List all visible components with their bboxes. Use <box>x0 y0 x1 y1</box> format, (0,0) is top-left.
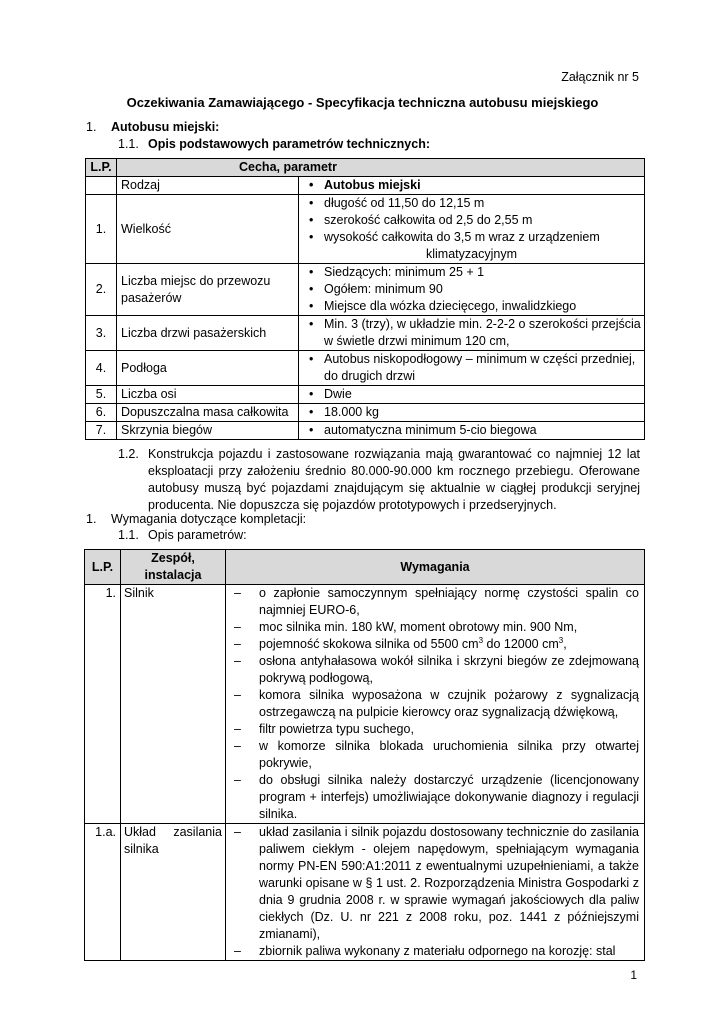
list-item: • Miejsce dla wózka dziecięcego, inwalidzkiego <box>324 298 641 315</box>
row-name: Podłoga <box>117 351 299 386</box>
row-number: 5. <box>86 386 117 404</box>
table-row <box>86 386 645 404</box>
section-1-1-heading: Opis podstawowych parametrów technicznych: <box>148 137 431 151</box>
row-number: 7. <box>86 422 117 440</box>
annex-label: Załącznik nr 5 <box>561 70 639 84</box>
section-2-number: 1. <box>86 512 97 526</box>
table-row <box>86 264 645 316</box>
row-number: 2. <box>86 264 117 316</box>
list-item: – w komorze silnika blokada uruchomienia silnika przy otwartej pokrywie, <box>259 738 639 772</box>
row-name: Rodzaj <box>117 177 299 195</box>
section-2-1-number: 1.1. <box>118 528 139 542</box>
row-name: Liczba miejsc do przewozu pasażerów <box>117 264 299 316</box>
table-row <box>85 585 645 824</box>
table-header-row <box>86 159 645 177</box>
technical-parameters-table <box>85 158 645 440</box>
row-number: 1.a. <box>85 824 121 961</box>
list-item: – do obsługi silnika należy dostarczyć urządzenie (licencjonowany program + interfejs) umożliwiające dokonywanie diagnozy i regulacji silnika. <box>259 772 639 823</box>
row-name: Liczba drzwi pasażerskich <box>117 316 299 351</box>
section-2-1-heading: Opis parametrów: <box>148 528 247 542</box>
section-1-heading: Autobusu miejski: <box>111 120 220 134</box>
row-number <box>86 177 117 195</box>
list-item: – zbiornik paliwa wykonany z materiału odpornego na korozję: stal <box>259 943 639 960</box>
section-2-heading: Wymagania dotyczące kompletacji: <box>111 512 307 526</box>
table-row <box>86 422 645 440</box>
table-row <box>86 177 645 195</box>
list-item: • wysokość całkowita do 3,5 m wraz z urządzeniem <box>324 229 641 246</box>
list-item: • Siedzących: minimum 25 + 1 <box>324 264 641 281</box>
section-1-number: 1. <box>86 120 97 134</box>
document-title: Oczekiwania Zamawiającego - Specyfikacja techniczna autobusu miejskiego <box>126 95 599 110</box>
table-row <box>85 824 645 961</box>
header-lp: L.P. <box>85 550 121 585</box>
list-item: – o zapłonie samoczynnym spełniający normę czystości spalin co najmniej EURO-6, <box>259 585 639 619</box>
list-item: – filtr powietrza typu suchego, <box>259 721 639 738</box>
list-item: • długość od 11,50 do 12,15 m <box>324 195 641 212</box>
paragraph-number: 1.2. <box>118 447 139 461</box>
list-item: • Dwie <box>324 386 641 403</box>
page-number: 1 <box>630 968 637 982</box>
list-item: – komora silnika wyposażona w czujnik pożarowy z sygnalizacją ostrzegawczą na pulpicie kierowcy oraz sygnalizacją dźwiękową, <box>259 687 639 721</box>
row-name: Układ zasilania silnika <box>121 824 226 961</box>
row-name: Silnik <box>121 585 226 824</box>
table-row <box>86 316 645 351</box>
header-requirements: Wymagania <box>226 550 645 585</box>
list-item: • Ogółem: minimum 90 <box>324 281 641 298</box>
paragraph-1-2 <box>118 446 640 514</box>
row-number: 4. <box>86 351 117 386</box>
row-number: 1. <box>85 585 121 824</box>
table-row <box>86 404 645 422</box>
list-item: • Autobus miejski <box>324 177 641 194</box>
list-item-continuation: klimatyzacyjnym <box>426 247 517 261</box>
row-number: 6. <box>86 404 117 422</box>
list-item: – osłona antyhałasowa wokół silnika i skrzyni biegów ze zdejmowaną pokrywą podłogową, <box>259 653 639 687</box>
table-row <box>86 195 645 264</box>
section-1-1-number: 1.1. <box>118 137 139 151</box>
row-name: Wielkość <box>117 195 299 264</box>
header-lp: L.P. <box>86 159 117 177</box>
list-item: • 18.000 kg <box>324 404 641 421</box>
table-header-row <box>85 550 645 585</box>
header-unit: Zespół, instalacja <box>121 550 226 585</box>
header-feature: Cecha, parametr <box>117 159 645 177</box>
list-item: – układ zasilania i silnik pojazdu dostosowany technicznie do zasilania paliwem ciekłym - olejem napędowym, spełniającym wymagania normy PN-EN 590:A1:2011 z ewentualnymi uzupełnieniami, a także warunki opisane w § 1 ust. 2. Rozporządzenia Ministra Gospodarki z dnia 9 grudnia 2008 r. w sprawie wymagań jakościowych dla paliw ciekłych (Dz. U. nr 221 z 2008 roku, poz. 1441 z późniejszymi zmianami), <box>259 824 639 943</box>
list-item: – pojemność skokowa silnika od 5500 $cm^3$ do 12000 $cm^3$, <box>259 636 639 653</box>
row-number: 1. <box>86 195 117 264</box>
list-item: • automatyczna minimum 5-cio biegowa <box>324 422 641 439</box>
row-name: Skrzynia biegów <box>117 422 299 440</box>
table-row <box>86 351 645 386</box>
row-name: Liczba osi <box>117 386 299 404</box>
row-name: Dopuszczalna masa całkowita <box>117 404 299 422</box>
list-item: • szerokość całkowita od 2,5 do 2,55 m <box>324 212 641 229</box>
requirements-table <box>84 549 645 961</box>
row-number: 3. <box>86 316 117 351</box>
list-item: • Min. 3 (trzy), w układzie min. 2-2-2 o szerokości przejścia w świetle drzwi minimum 120 cm, <box>324 316 641 350</box>
list-item: • Autobus niskopodłogowy – minimum w części przedniej, do drugich drzwi <box>324 351 641 385</box>
paragraph-text: Konstrukcja pojazdu i zastosowane rozwiązania mają gwarantować co najmniej 12 lat eksploatacji przy założeniu średnio 80.000-90.000 km rocznego przebiegu. Oferowane autobusy muszą być pojazdami znajdującym się aktualnie w ciągłej produkcji seryjnej producenta. Nie dopuszcza się pojazdów prototypowych i przedseryjnych. <box>148 447 640 512</box>
list-item: – moc silnika min. 180 kW, moment obrotowy min. 900 Nm, <box>259 619 639 636</box>
